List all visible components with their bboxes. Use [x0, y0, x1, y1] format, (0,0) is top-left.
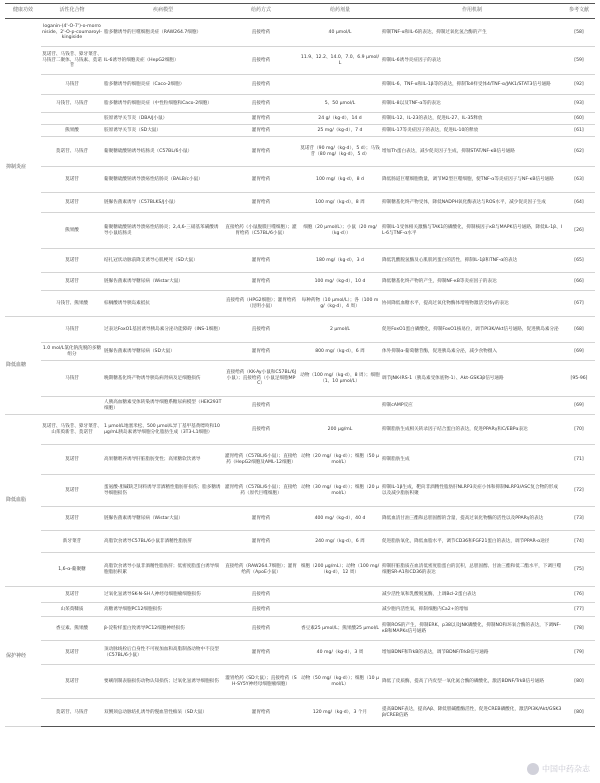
compound-cell: 新牙菜苷: [41, 531, 103, 553]
model-cell: 顶动脉线栓后自身性不可视加血和高脂制备动物中不良型（C57BL/6小鼠）: [103, 641, 223, 665]
model-cell: β-淀粉样蛋白致诱导PC12细胞神经损伤: [103, 617, 223, 641]
table-row: [5, 75, 595, 95]
model-cell: 过表达FoxO1基因诱导胰岛素分泌功能障碍（INS-1细胞）: [103, 317, 223, 343]
mechanism-cell: 降低了皮质酶，提高了内皮型一氧化氮合酶的磷酸化，激活BDNF/TrkB信号通路: [381, 665, 563, 699]
method-cell: 直接给药: [223, 75, 299, 95]
mechanism-cell: 提高BDNF表达，提高Aβ、降低胆碱酯酶活性，促进CREB磷酸化，激活PI3K/Akt/GSK3β/CREB信路: [381, 699, 563, 727]
table-row: [5, 699, 595, 727]
model-cell: 结扎冠状动脉前降支诱导心肌梗死（SD大鼠）: [103, 249, 223, 273]
header-method: 给药方式: [223, 4, 299, 19]
method-cell: 灌胃给药: [223, 167, 299, 193]
model-cell: 高糖诱导细胞PC12细胞损伤: [103, 603, 223, 617]
method-cell: 灌胃给药: [223, 113, 299, 125]
group-cell: 降低血糖: [5, 317, 41, 415]
model-cell: 链脲佐菌素诱导糖尿病（Wistar大鼠）: [103, 507, 223, 531]
model-cell: 高脂饮食诱导C57BL/6小鼠非酒精性脂肪肝: [103, 531, 223, 553]
method-cell: 灌胃给药: [223, 273, 299, 291]
header-compound: 活性化合物: [41, 4, 103, 19]
mechanism-cell: 体外抑制α-葡萄糖苷酶，促进胰岛素分泌，减少食物摄入: [381, 343, 563, 361]
table-row: [5, 361, 595, 397]
ref-cell: [65]: [563, 249, 595, 273]
ref-cell: [93]: [563, 95, 595, 113]
method-cell: 灌胃给药（C57BL/6小鼠）；直接给药（原代巨噬细胞）: [223, 475, 299, 507]
model-cell: 人胰高血糖素受体转染诱导细胞系糖尿病模型（HEK293T细胞）: [103, 397, 223, 415]
model-cell: 链脲佐菌素诱导糖尿病（Wistar大鼠）: [103, 273, 223, 291]
compound-cell: 莫诺苷: [41, 249, 103, 273]
model-cell: 高果糖喂养诱导肝脏脂肪变性；高果糖软饮诱导: [103, 445, 223, 475]
table-row: [5, 47, 595, 75]
ref-cell: [76]: [563, 587, 595, 603]
method-cell: 灌胃给药: [223, 249, 299, 273]
compound-cell: 1.0 mol/L氯化钠洗脱的多糖组分: [41, 343, 103, 361]
compound-cell: 山茱萸鞣质: [41, 603, 103, 617]
compound-cell: 莫诺苷: [41, 193, 103, 213]
ref-cell: [69]: [563, 343, 595, 361]
mechanism-cell: 促进FoxO1蛋白磷酸化，抑制FoxO1核易位，调节PI3K/Akt信号通路，促进胰岛素分泌: [381, 317, 563, 343]
table-row: [5, 95, 595, 113]
compound-cell: [41, 113, 103, 125]
compound-cell: 马钱苷: [41, 75, 103, 95]
model-cell: IL-6诱导的细胞炎症（HepG2细胞）: [103, 47, 223, 75]
dose-cell: [299, 603, 381, 617]
mechanism-cell: 增加BDNF和TrkB的表达，调节BDNF/TrkB信号通路: [381, 641, 563, 665]
dose-cell: 细胞（200 μg/mL）；动物（100 mg/（kg·d），12 周）: [299, 553, 381, 587]
table-row: [5, 113, 595, 125]
compound-cell: 莫诺苷: [41, 445, 103, 475]
ref-cell: [80]: [563, 665, 595, 699]
ref-cell: [68]: [563, 317, 595, 343]
method-cell: 直接给药: [223, 317, 299, 343]
mechanism-cell: 抑制肝脏脂质在血清低密度脂蛋白的沉积，总胆固醇、甘油三酯和低二酯水平，下调巨噬细胞SR-A1和CD36的表达: [381, 553, 563, 587]
ref-cell: [70]: [563, 415, 595, 445]
method-cell: 直接给药: [223, 603, 299, 617]
table-row: [5, 213, 595, 249]
compound-cell: 莫诺苷: [41, 475, 103, 507]
model-cell: 脂多糖诱导的巨噬细胞炎症（RAW264.7细胞）: [103, 19, 223, 47]
model-cell: 葡聚糖硫酸钠诱导结肠炎（C57BL/6小鼠）: [103, 137, 223, 167]
group-cell: 抑制炎症: [5, 19, 41, 317]
table-row: [5, 531, 595, 553]
ref-cell: [74]: [563, 531, 595, 553]
watermark-text: 中国中药杂志: [542, 764, 590, 774]
model-cell: 胶原诱导关节炎（SD大鼠）: [103, 125, 223, 137]
ref-cell: [79]: [563, 641, 595, 665]
mechanism-cell: 抑制IL-8以及TNF-α等的表达: [381, 95, 563, 113]
table-row: [5, 617, 595, 641]
model-cell: 双侧颈总动脉结扎诱导的慢血管性痴呆（SD大鼠）: [103, 699, 223, 727]
ref-cell: [58]: [563, 19, 595, 47]
mechanism-cell: 抑制脂肪生成: [381, 445, 563, 475]
mechanism-cell: 抑制脂肪生成相关转录因子结合蛋白的表达，促进PPARγ和C/EBPα表达: [381, 415, 563, 445]
method-cell: 直接给药（HPG2细胞）；灌胃给药（昆明小鼠）: [223, 291, 299, 317]
model-cell: 胶原诱导关节炎（DBA/J小鼠）: [103, 113, 223, 125]
method-cell: 灌胃给药: [223, 531, 299, 553]
model-cell: 1 μmol/L地塞米松、500 μmol/L异丁基甲基黄嘌呤和10 μg/mL胰岛素诱导细胞分化脂肪生成（3T3-L1细胞）: [103, 415, 223, 445]
table-row: [5, 125, 595, 137]
mechanism-cell: 抑制糖基化终产物受体，降低NADPH氧化酶表达与ROS水平，减少促炎因子生成: [381, 193, 563, 213]
table-row: [5, 475, 595, 507]
method-cell: 灌胃给药（C57BL/6小鼠）；直接给药（HepG2细胞及AML-12细胞）: [223, 445, 299, 475]
method-cell: 直接给药: [223, 19, 299, 47]
table-row: [5, 445, 595, 475]
mechanism-cell: 抑制ROS的产生，抑制ERK、p38以及JNK磷酸化，抑制NO和环氧合酶的表达，下调NF-κB和MAPKs信号通路: [381, 617, 563, 641]
table-row: [5, 19, 595, 47]
dose-cell: 11.9、12.2、14.0、7.0、6.9 μmol/L: [299, 47, 381, 75]
mechanism-cell: 降低肠道巨噬细胞数量，调节M2型巨噬细胞，使TNF-α等炎症因子与NF-κB信号通路: [381, 167, 563, 193]
compound-cell: 马钱苷、熊果酸: [41, 291, 103, 317]
mechanism-cell: 抑制IL-1β生成，靶向非酒精性脂肪肝NLRP3炎症小体和抑制NLRP3/ASC复合物的形成以及减少脂肪积聚: [381, 475, 563, 507]
dose-cell: 180 mg/（kg·d），3 d: [299, 249, 381, 273]
table-row: [5, 397, 595, 415]
ref-cell: [75]: [563, 553, 595, 587]
method-cell: 直接给药: [223, 415, 299, 445]
group-cell: 降低血脂: [5, 415, 41, 587]
mechanism-cell: 抑制IL-6诱导炎症因子的表达: [381, 47, 563, 75]
dose-cell: 2 μmol/L: [299, 317, 381, 343]
dose-cell: [299, 587, 381, 603]
mechanism-cell: 抑制cAMP反应: [381, 397, 563, 415]
method-cell: 灌胃给药（SD大鼠）；直接给药（SH-SY5Y神经母细胞瘤细胞）: [223, 665, 299, 699]
compound-cell: 马钱苷: [41, 317, 103, 343]
table-row: [5, 641, 595, 665]
mechanism-cell: 抑制TNF-α和IL-6的表达，抑制过氧化氢合酶的产生: [381, 19, 563, 47]
table-body: [5, 19, 595, 727]
dose-cell: 细胞（20 μmol/L）；小鼠（20 mg/（kg·d））: [299, 213, 381, 249]
compound-cell: 莫诺苷: [41, 507, 103, 531]
ref-cell: [69]: [563, 397, 595, 415]
header-dose: 给药剂量: [299, 4, 381, 19]
dose-cell: 动物（30 mg/（kg·d））；细胞（20 μmol/L）: [299, 475, 381, 507]
model-cell: 链脲佐菌素诱导（C57BLKS/J小鼠）: [103, 193, 223, 213]
method-cell: 灌胃给药: [223, 343, 299, 361]
ref-cell: [26]: [563, 213, 595, 249]
dose-cell: 5、50 μmol/L: [299, 95, 381, 113]
mechanism-cell: 降低糖基化终产物的产生，抑制NF-κB等炎症因子的表达: [381, 273, 563, 291]
table-row: [5, 137, 595, 167]
dose-cell: 120 mg/（kg·d），3 个月: [299, 699, 381, 727]
compound-cell: 莫诺苷、马钱苷: [41, 137, 103, 167]
dose-cell: 动物（50 mg/（kg·d））；细胞（10 μmol/L）: [299, 665, 381, 699]
mechanism-cell: 降低乳酸脱氢酶及心肌肌钙蛋白的活性，抑制IL-1β和TNF-α的表达: [381, 249, 563, 273]
model-cell: 葡聚糖硫酸钠诱导溃疡性结肠炎；2,4,6-三硝基苯磺酸诱导小鼠结肠炎: [103, 213, 223, 249]
model-cell: 链脲佐菌素诱导糖尿病（SD大鼠）: [103, 343, 223, 361]
mechanism-cell: 减少活性氧和乳酸脱氢酶，上调Bcl-2蛋白表达: [381, 587, 563, 603]
method-cell: 灌胃给药: [223, 641, 299, 665]
method-cell: 直接给药（KK-Ay小鼠和C57BL/6J小鼠）；直接给药（小鼠足细胞MPC）: [223, 361, 299, 397]
compound-table: [5, 3, 595, 727]
method-cell: 直接给药: [223, 587, 299, 603]
dose-cell: [299, 75, 381, 95]
compound-cell: 莫诺苷、马钱苷、獐牙菜苷、山茱萸新苷、莫诺苷: [41, 415, 103, 445]
table-row: [5, 249, 595, 273]
compound-cell: 马钱苷: [41, 361, 103, 397]
header-model: 疾病模型: [103, 4, 223, 19]
ref-cell: [59]: [563, 47, 595, 75]
ref-cell: [61]: [563, 125, 595, 137]
mechanism-cell: 降低血清甘油三酯和总胆固醇的含量，提高过氧化物酶的活性以及PPARγ的表达: [381, 507, 563, 531]
model-cell: 蛋氨酸-胆碱缺乏饲料诱导非酒精性脂肪肝损伤；脂多糖诱导细胞损伤: [103, 475, 223, 507]
dose-cell: 200 μg/mL: [299, 415, 381, 445]
mechanism-cell: 抑制IL-6、TNF-α和IL-1β等的表达，抑制Toll样受体4/TNF-α/JAK1/STAT3信号通路: [381, 75, 563, 95]
ref-cell: [62]: [563, 137, 595, 167]
ref-cell: [77]: [563, 603, 595, 617]
compound-cell: 莫诺苷、马钱苷、獐牙菜苷、马钱苷二聚体、马钱素、莫诺苷: [41, 47, 103, 75]
compound-cell: 莫诺苷: [41, 273, 103, 291]
header-ref: 参考文献: [563, 4, 595, 19]
table-row: [5, 291, 595, 317]
dose-cell: 800 mg/（kg·d），6 周: [299, 343, 381, 361]
ref-cell: [63]: [563, 167, 595, 193]
method-cell: 直接给药: [223, 397, 299, 415]
mechanism-cell: 抑制IL-12、IL-23的表达，促进IL-27、IL-35释放: [381, 113, 563, 125]
ref-cell: [60]: [563, 113, 595, 125]
dose-cell: 100 mg/（kg·d），10 d: [299, 273, 381, 291]
group-cell: 保护神经: [5, 587, 41, 727]
model-cell: 高脂饮食诱导小鼠非酒精性脂肪肝；低密度脂蛋白诱导细胞脂肪积累: [103, 553, 223, 587]
method-cell: 直接给药: [223, 617, 299, 641]
dose-cell: 动物（100 mg/（kg·d），8 周）；细胞（1、10 μmol/L）: [299, 361, 381, 397]
compound-cell: 马钱苷、马钱苷: [41, 95, 103, 113]
ref-cell: [64]: [563, 193, 595, 213]
mechanism-cell: 增加Th蛋白表达，减少促炎因子生成，抑制STAT/NF-κB信号通路: [381, 137, 563, 167]
dose-cell: 40 mg/（kg·d），3 周: [299, 641, 381, 665]
mechanism-cell: 抑制IL-17等炎症因子的表达，促进IL-10的释放: [381, 125, 563, 137]
ref-cell: [78]: [563, 617, 595, 641]
compound-cell: 莫诺苷: [41, 641, 103, 665]
mechanism-cell: 抑制IL-1受体相关激酶与TAK1的磷酸化，抑制核因子κB与MAPK信号通路，降低IL-1β、IL-6与TNF-α水平: [381, 213, 563, 249]
dose-cell: 25 mg/（kg·d），7 d: [299, 125, 381, 137]
compound-cell: loganin-(4'-O-7')-o-morroniside、2'-O-p-coumaroyl-kingiside: [41, 19, 103, 47]
method-cell: 灌胃给药: [223, 193, 299, 213]
table-row: [5, 167, 595, 193]
mechanism-cell: 调节JNK-IRS-1（胰岛素受体底物-1）、Akt-GSK3β信号通路: [381, 361, 563, 397]
document-page: [0, 3, 600, 783]
dose-cell: 香豆素25 μmol/L；熊果酸25 μmol/L: [299, 617, 381, 641]
dose-cell: 100 mg/（kg·d），8 周: [299, 193, 381, 213]
ref-cell: [95-96]: [563, 361, 595, 397]
ref-cell: [72]: [563, 475, 595, 507]
dose-cell: 每种药物（10 μmol/L）；各（100 mg/（kg·d），4 周）: [299, 291, 381, 317]
dose-cell: 40 μmol/L: [299, 19, 381, 47]
compound-cell: 莫诺苷: [41, 167, 103, 193]
mechanism-cell: 减少胞内活性氧，抑制细胞内Ca2+的增加: [381, 603, 563, 617]
compound-cell: 莫诺苷、马钱苷: [41, 699, 103, 727]
header-mechanism: 作用机制: [381, 4, 563, 19]
dose-cell: 动物（20 mg/（kg·d））；细胞（50 μmol/L）: [299, 445, 381, 475]
dose-cell: 莫诺苷（90 mg/（kg·d），5 d）；马钱苷（80 mg/（kg·d），5 d）: [299, 137, 381, 167]
compound-cell: 香豆素、熊果酸: [41, 617, 103, 641]
ref-cell: [92]: [563, 75, 595, 95]
table-row: [5, 343, 595, 361]
table-header: [5, 4, 595, 19]
table-row: [5, 193, 595, 213]
model-cell: 过氧化氢诱导SK-N-SH人神经母细胞瘤细胞损伤: [103, 587, 223, 603]
method-cell: 灌胃给药: [223, 137, 299, 167]
ref-cell: [71]: [563, 445, 595, 475]
mechanism-cell: 促进脂肪氧化，降低血脂水平，调节CD36和FGF21蛋白的表达，调节PPAR-α途径: [381, 531, 563, 553]
dose-cell: 240 mg/（kg·d），6 周: [299, 531, 381, 553]
ref-cell: [80]: [563, 699, 595, 727]
table-row: [5, 415, 595, 445]
model-cell: 脂多糖诱导的细胞炎症（中性粒细胞和Caco-2细胞）: [103, 95, 223, 113]
wechat-icon: [527, 763, 539, 775]
model-cell: 棕榈酸诱导胰岛素抵抗: [103, 291, 223, 317]
compound-cell: 莫诺苷: [41, 587, 103, 603]
ref-cell: [67]: [563, 291, 595, 317]
model-cell: 要刷削制表脑损伤动物认知损伤；过氧化氢诱导细胞损伤: [103, 665, 223, 699]
ref-cell: [66]: [563, 273, 595, 291]
method-cell: 直接给药（小鼠腹膜巨噬细胞）；灌胃给药（C57BL/6小鼠）: [223, 213, 299, 249]
method-cell: 灌胃给药: [223, 125, 299, 137]
table-row: [5, 273, 595, 291]
table-row: [5, 665, 595, 699]
table-row: [5, 317, 595, 343]
method-cell: 灌胃给药: [223, 507, 299, 531]
dose-cell: 24 g/（kg·d），14 d: [299, 113, 381, 125]
dose-cell: [299, 397, 381, 415]
compound-cell: 熊果酸: [41, 125, 103, 137]
compound-cell: 熊果酸: [41, 213, 103, 249]
method-cell: 直接给药（RAW264.7细胞）；灌胃给药（ApoE小鼠）: [223, 553, 299, 587]
ref-cell: [73]: [563, 507, 595, 531]
watermark: [527, 763, 590, 775]
table-row: [5, 603, 595, 617]
model-cell: 葡聚糖硫酸钠诱导溃疡性结肠炎（BALB/c小鼠）: [103, 167, 223, 193]
table-row: [5, 587, 595, 603]
compound-cell: [41, 397, 103, 415]
mechanism-cell: 协同降低血糖水平，提高过氧化物酶体增殖物激活受体γ的表达: [381, 291, 563, 317]
model-cell: 晚期糖基化终产物诱导胰岛病肾病及足细胞损伤: [103, 361, 223, 397]
method-cell: 直接给药: [223, 95, 299, 113]
compound-cell: 1,6-α-葡聚糖: [41, 553, 103, 587]
dose-cell: 100 mg/（kg·d），8 d: [299, 167, 381, 193]
method-cell: 灌胃给药: [223, 699, 299, 727]
dose-cell: 400 mg/（kg·d），40 d: [299, 507, 381, 531]
compound-cell: 莫诺苷: [41, 665, 103, 699]
model-cell: 脂多糖诱导的细胞炎症（Caco-2细胞）: [103, 75, 223, 95]
table-row: [5, 507, 595, 531]
method-cell: 直接给药: [223, 47, 299, 75]
header-group: 健康功效: [5, 4, 41, 19]
table-row: [5, 553, 595, 587]
